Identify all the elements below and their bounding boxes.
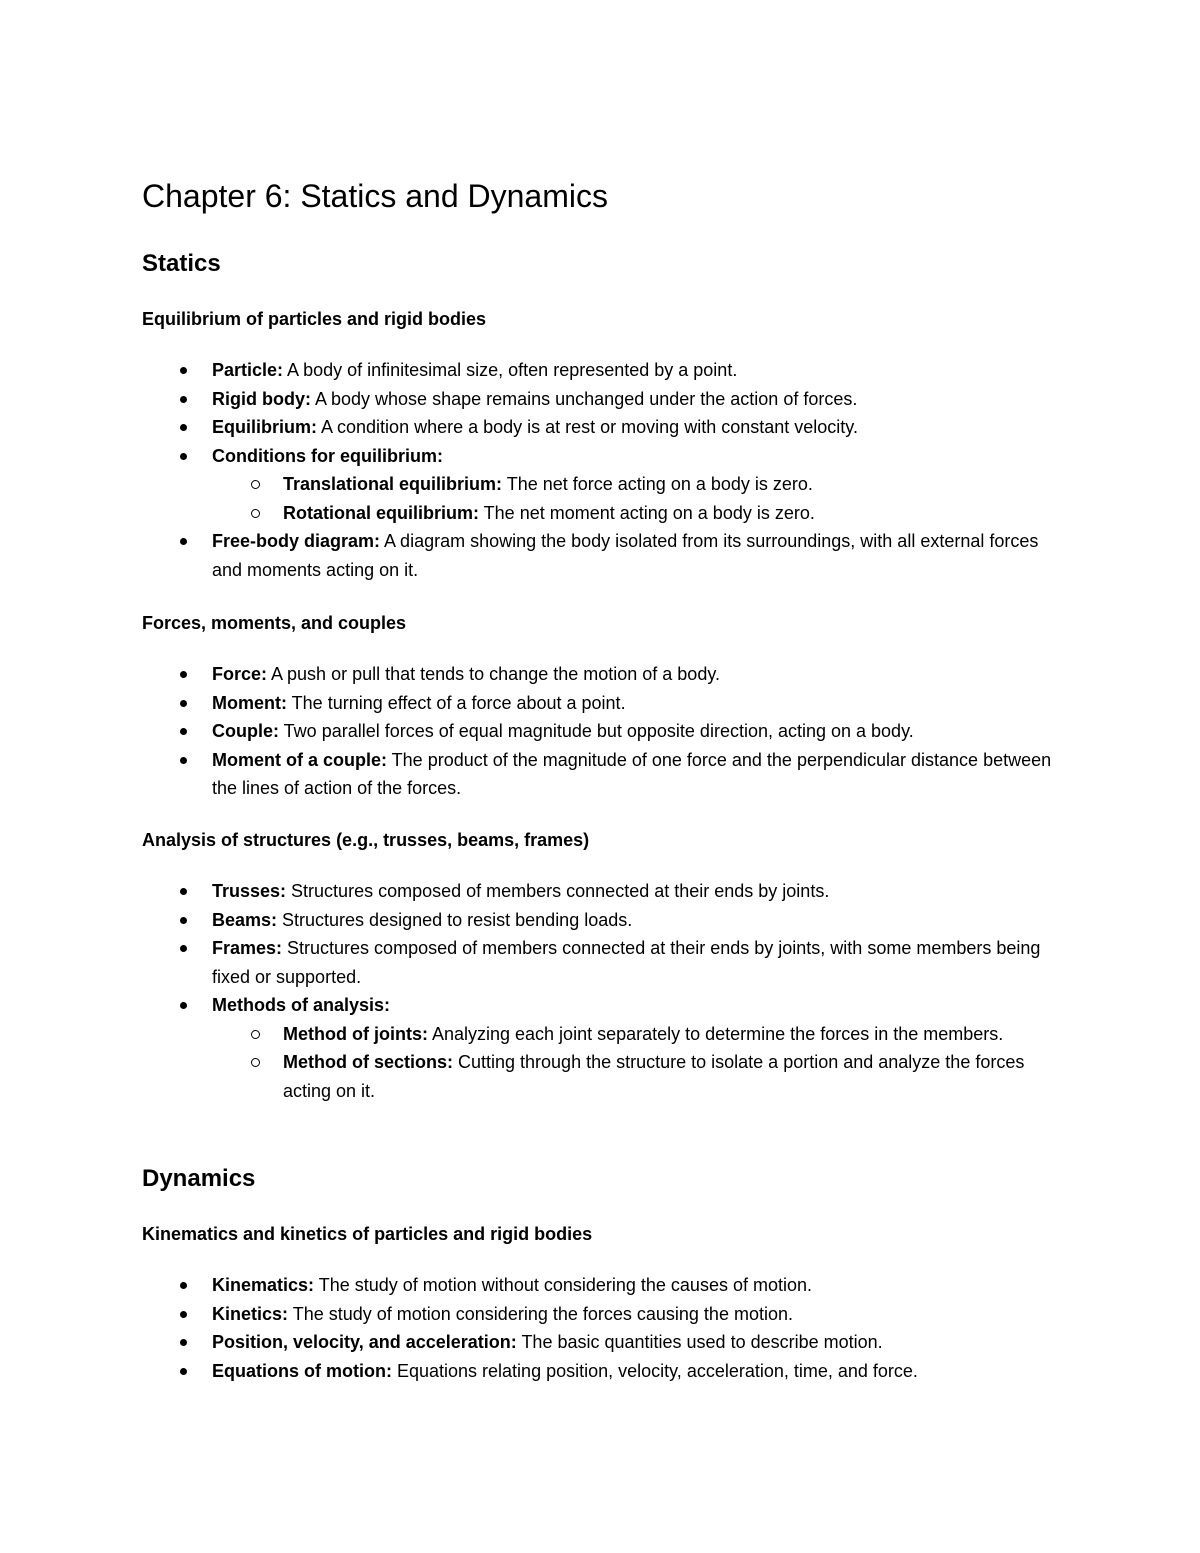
list-item: Kinematics: The study of motion without considering the causes of motion. [142,1271,1072,1300]
bullet-icon [180,888,187,895]
sub-list-item: Translational equilibrium: The net force acting on a body is zero. [142,470,1072,499]
list-item: Force: A push or pull that tends to change the motion of a body. [142,660,1072,689]
bullet-icon [180,700,187,707]
bullet-icon [180,424,187,431]
sub-list-item: Method of sections: Cutting through the structure to isolate a portion and analyze the forces acting on it. [142,1048,1072,1105]
bullet-icon [180,1002,187,1009]
list-item: Moment: The turning effect of a force about a point. [142,689,1072,718]
bullet-icon [180,728,187,735]
subsection-heading-kinematics: Kinematics and kinetics of particles and rigid bodies [142,1224,593,1244]
section-heading-dynamics: Dynamics [142,1165,256,1192]
bullet-icon [180,917,187,924]
bullet-icon [180,1282,187,1289]
list-item: Conditions for equilibrium: [142,442,1072,471]
list-item: Couple: Two parallel forces of equal magnitude but opposite direction, acting on a body. [142,717,1072,746]
bullet-icon [180,1311,187,1318]
sub-list-item: Rotational equilibrium: The net moment acting on a body is zero. [142,499,1072,528]
list-item: Rigid body: A body whose shape remains unchanged under the action of forces. [142,385,1072,414]
forces-list [142,660,1072,803]
list-item: Kinetics: The study of motion considering the forces causing the motion. [142,1300,1072,1329]
section-heading-statics: Statics [142,250,221,277]
hollow-bullet-icon [251,1058,260,1067]
bullet-icon [180,396,187,403]
subsection-heading-structures: Analysis of structures (e.g., trusses, beams, frames) [142,830,590,850]
hollow-bullet-icon [251,509,260,518]
hollow-bullet-icon [251,480,260,489]
list-item: Trusses: Structures composed of members connected at their ends by joints. [142,877,1072,906]
subsection-heading-equilibrium: Equilibrium of particles and rigid bodies [142,309,487,329]
bullet-icon [180,1368,187,1375]
bullet-icon [180,367,187,374]
bullet-icon [180,671,187,678]
list-item: Frames: Structures composed of members connected at their ends by joints, with some members being fixed or supported. [142,934,1072,991]
bullet-icon [180,757,187,764]
list-item: Particle: A body of infinitesimal size, often represented by a point. [142,356,1072,385]
bullet-icon [180,1339,187,1346]
list-item: Equations of motion: Equations relating position, velocity, acceleration, time, and force. [142,1357,1072,1386]
bullet-icon [180,453,187,460]
chapter-title: Chapter 6: Statics and Dynamics [142,178,608,214]
bullet-icon [180,945,187,952]
sub-list-item: Method of joints: Analyzing each joint separately to determine the forces in the members. [142,1020,1072,1049]
list-item: Methods of analysis: [142,991,1072,1020]
bullet-icon [180,538,187,545]
equilibrium-list [142,356,1072,584]
structures-list [142,877,1072,1105]
list-item: Free-body diagram: A diagram showing the body isolated from its surroundings, with all external forces and moments acting on it. [142,527,1072,584]
list-item: Equilibrium: A condition where a body is at rest or moving with constant velocity. [142,413,1072,442]
hollow-bullet-icon [251,1030,260,1039]
list-item: Moment of a couple: The product of the magnitude of one force and the perpendicular distance between the lines of action of the forces. [142,746,1072,803]
list-item: Position, velocity, and acceleration: The basic quantities used to describe motion. [142,1328,1072,1357]
kinematics-list [142,1271,1072,1385]
subsection-heading-forces: Forces, moments, and couples [142,613,407,633]
list-item: Beams: Structures designed to resist bending loads. [142,906,1072,935]
